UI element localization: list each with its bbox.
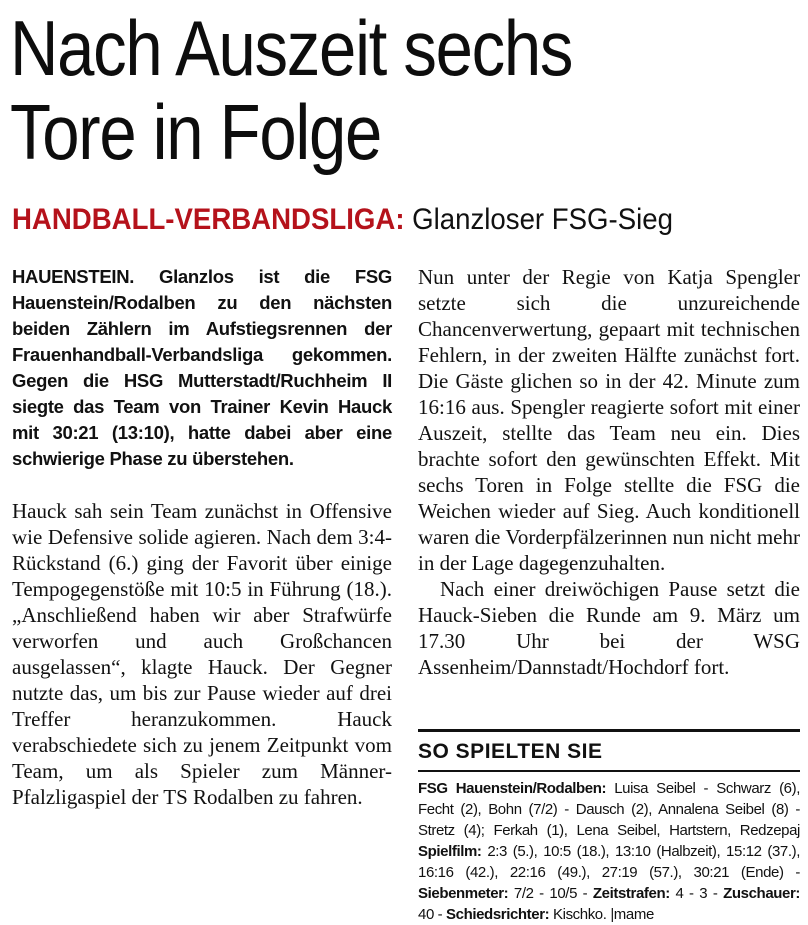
lead-text: Glanzlos ist die FSG Hauenstein/Rodalben zu den nächsten beiden Zählern im Aufstiegsrennen der Frauenhandball-Verbandsliga gekommen. Gegen die HSG Mutterstadt/Ruchheim II siegte das Team von Trainer Kevin Hauck mit 30:21 (13:10), hatte dabei aber eine schwierige Phase zu überstehen. [12,266,392,469]
lead-paragraph [12,264,392,472]
stats-box [418,729,800,925]
headline-line-1: Nach Auszeit sechs [10,4,573,92]
headline-line-2: Tore in Folge [10,88,382,176]
stats-text [418,778,800,925]
team-label: FSG Hauenstein/Rodalben: [418,780,607,797]
spielfilm-text: 2:3 (5.), 10:5 (18.), 13:10 (Halbzeit), 15:12 (37.), 16:16 (42.), 22:16 (49.), 27:19 (57.), 30:21 (Ende) - [418,843,800,881]
article-column-right [418,264,800,680]
subheadline [12,200,739,240]
siebenmeter-label: Siebenmeter: [418,885,509,902]
paragraph-3: Nach einer dreiwöchigen Pause setzt die Hauck-Sieben die Runde am 9. März um 17.30 Uhr bei der WSG Assenheim/Dannstadt/Hochdorf fort. [418,577,800,679]
dateline: HAUENSTEIN. [12,266,135,287]
paragraph-2: Nun unter der Regie von Katja Spengler setzte sich die unzureichende Chancenverwertung, gepaart mit technischen Fehlern, in der zweiten Hälfte zunächst fort. Die Gäste glichen so in der 42. Minute zum 16:16 aus. Spengler reagierte sofort mit einer Auszeit, stellte das Team neu ein. Dies brachte sofort den gewünschten Effekt. Mit sechs Toren in Folge stellte die FSG die Weichen wieder auf Sieg. Auch konditionell waren die Vorderpfälzerinnen nun nicht mehr in der Lage dagegenzuhalten. [418,265,800,575]
team-lineup: Luisa Seibel - Schwarz (6), Fecht (2), Bohn (7/2) - Dausch (2), Annalena Seibel (8) - Stretz (4); Ferkah (1), Lena Seibel, Hartstern, Redzepaj [418,780,800,839]
zeitstrafen-text: 4 - 3 - [675,885,718,902]
subtitle: Glanzloser FSG-Sieg [412,203,673,236]
article-column-left [12,264,392,810]
stats-top-rule [418,729,800,732]
headline [10,6,689,174]
zuschauer-text: 40 - [418,906,443,923]
stats-divider [418,770,800,772]
zuschauer-label: Zuschauer: [723,885,800,902]
paragraph-1: Hauck sah sein Team zunächst in Offensive wie Defensive solide agieren. Nach dem 3:4-Rückstand (6.) ging der Favorit über einige Tempogegenstöße mit 10:5 in Führung (18.). „Anschließend haben wir aber Strafwürfe verworfen und auch Großchancen ausgelassen“, klagte Hauck. Der Gegner nutzte das, um bis zur Pause wieder auf drei Treffer heranzukommen. Hauck verabschiedete sich zu jenem Zeitpunkt vom Team, um als Spieler zum Männer-Pfalzligaspiel der TS Rodalben zu fahren. [12,499,392,809]
stats-title: SO SPIELTEN SIE [418,740,603,763]
spielfilm-label: Spielfilm: [418,843,482,860]
zeitstrafen-label: Zeitstrafen: [592,885,670,902]
kicker: HANDBALL-VERBANDSLIGA: [12,203,405,236]
schiedsrichter-text: Kischko. [553,906,607,923]
author-tag: |mame [610,906,654,923]
siebenmeter-text: 7/2 - 10/5 - [513,885,588,902]
schiedsrichter-label: Schiedsrichter: [446,906,550,923]
